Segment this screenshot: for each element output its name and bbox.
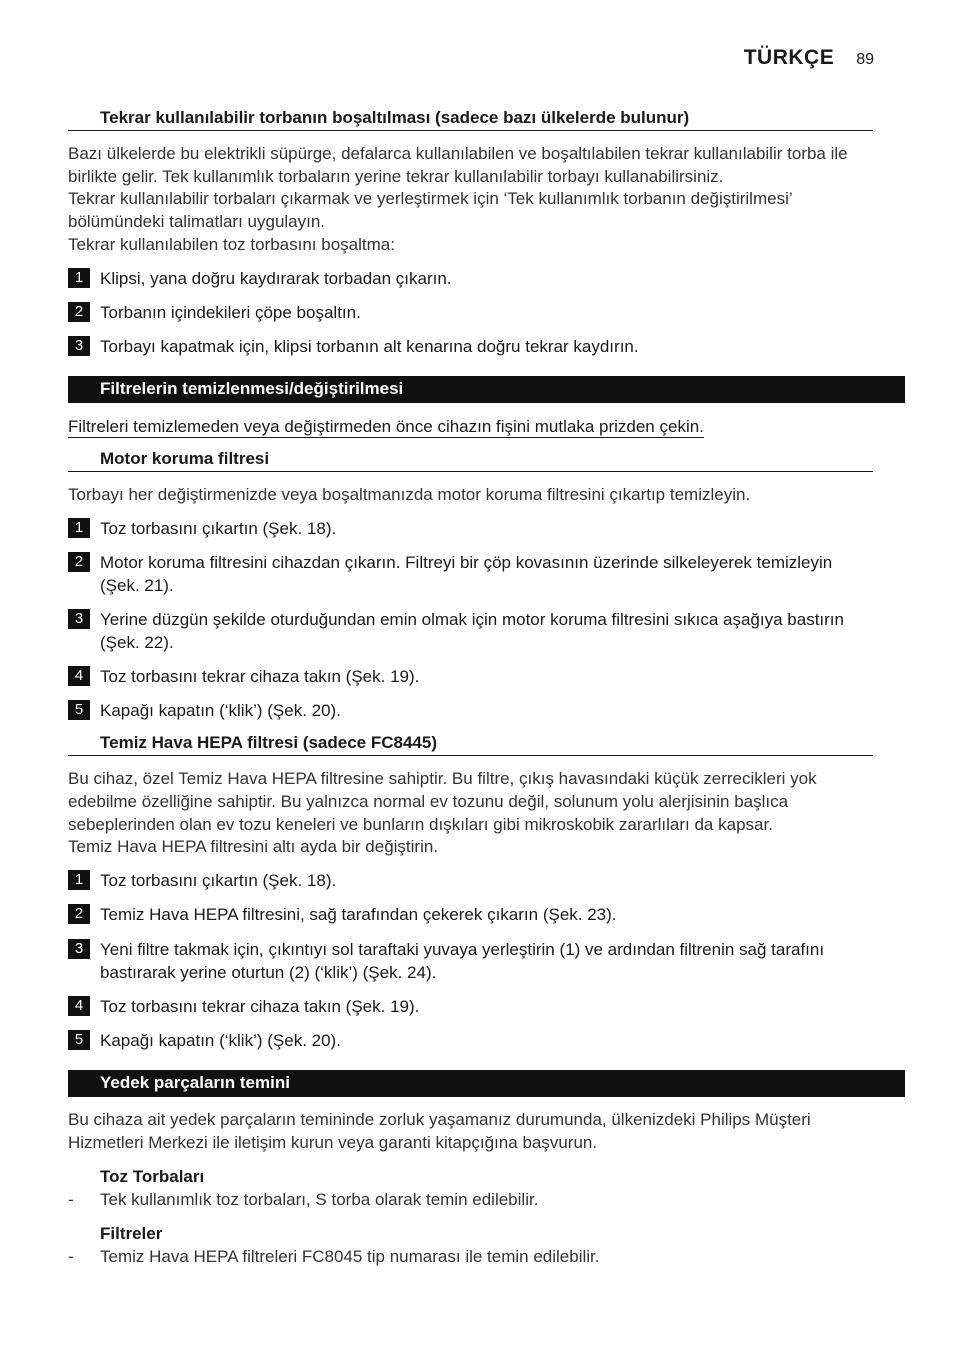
- subheading-filters: Filtreler: [100, 1224, 163, 1243]
- page-header: [744, 46, 874, 71]
- paragraph: Torbayı her değiştirmenizde veya boşaltmanızda motor koruma filtresini çıkartıp temizleyin.: [68, 485, 751, 504]
- subsection-motor-filter: [68, 448, 873, 472]
- step-item: [68, 551, 873, 597]
- step-number: 5: [68, 1030, 90, 1050]
- step-number: 5: [68, 700, 90, 720]
- step-number: 1: [68, 268, 90, 288]
- step-number: 1: [68, 870, 90, 890]
- section-bar-filters: Filtrelerin temizlenmesi/değiştirilmesi: [68, 376, 905, 403]
- bullet-dash: -: [68, 1190, 74, 1209]
- step-item: [68, 938, 873, 984]
- section-title: Tekrar kullanılabilir torbanın boşaltılması (sadece bazı ülkelerde bulunur): [68, 107, 873, 131]
- step-item: [68, 1029, 873, 1052]
- step-item: [68, 995, 873, 1018]
- subheading-dust-bags: Toz Torbaları: [100, 1167, 205, 1186]
- subsection-title: Motor koruma filtresi: [68, 448, 873, 472]
- paragraph: Bu cihaza ait yedek parçaların temininde zorluk yaşamanız durumunda, ülkenizdeki Philips Müşteri Hizmetleri Merkezi ile iletişim kurun veya garanti kitapçığına başvurun.: [68, 1110, 811, 1152]
- step-text: Yerine düzgün şekilde oturduğundan emin olmak için motor koruma filtresini sıkıca aşağıya bastırın (Şek. 22).: [100, 610, 844, 652]
- warning-label: Filtreleri temizlemeden veya değiştirmeden önce cihazın fişini mutlaka prizden çekin.: [68, 417, 704, 436]
- step-number: 4: [68, 666, 90, 686]
- step-item: [68, 869, 873, 892]
- step-number: 1: [68, 518, 90, 538]
- paragraph: Bu cihaz, özel Temiz Hava HEPA filtresine sahiptir. Bu filtre, çıkış havasındaki küçük zerrecikleri yok edebilme özelliğine sahiptir. Bu yalnızca normal ev tozunu değil, solunum yolu alerjisinin başlıca sebeplerinden olan ev tozu keneleri ve bunların dışkıları gibi mikroskobik zararlıları da kapsar.: [68, 769, 817, 834]
- subsection-title: Temiz Hava HEPA filtresi (sadece FC8445): [68, 732, 873, 756]
- paragraph: Bazı ülkelerde bu elektrikli süpürge, defalarca kullanılabilen ve boşaltılabilen tekrar kullanılabilir torba ile birlikte gelir. Tek kullanımlık torbaların yerine tekrar kullanılabilir torbayı kullanabilirsiniz.: [68, 144, 848, 186]
- step-text: Klipsi, yana doğru kaydırarak torbadan çıkarın.: [100, 269, 452, 288]
- step-number: 3: [68, 336, 90, 356]
- section-reusable-bag: [68, 107, 873, 131]
- list-item-text: Temiz Hava HEPA filtreleri FC8045 tip numarası ile temin edilebilir.: [100, 1247, 600, 1266]
- paragraph: Tekrar kullanılabilir torbaları çıkarmak ve yerleştirmek için ‘Tek kullanımlık torbanın değiştirilmesi’ bölümündeki talimatları uygulayın.: [68, 189, 792, 231]
- step-text: Toz torbasını çıkartın (Şek. 18).: [100, 871, 337, 890]
- list-item-text: Tek kullanımlık toz torbaları, S torba olarak temin edilebilir.: [100, 1190, 539, 1209]
- step-text: Toz torbasını tekrar cihaza takın (Şek. 19).: [100, 667, 420, 686]
- step-number: 4: [68, 996, 90, 1016]
- step-text: Torbayı kapatmak için, klipsi torbanın alt kenarına doğru tekrar kaydırın.: [100, 337, 639, 356]
- step-item: [68, 335, 873, 358]
- language-label: TÜRKÇE: [743, 46, 835, 69]
- step-item: [68, 517, 873, 540]
- paragraph: Tekrar kullanılabilen toz torbasını boşaltma:: [68, 235, 395, 254]
- section-bar-spare-parts: Yedek parçaların temini: [68, 1070, 905, 1097]
- step-text: Toz torbasını tekrar cihaza takın (Şek. 19).: [100, 997, 420, 1016]
- step-number: 2: [68, 302, 90, 322]
- step-item: [68, 665, 873, 688]
- step-number: 2: [68, 904, 90, 924]
- page-number: 89: [856, 51, 874, 68]
- step-text: Toz torbasını çıkartın (Şek. 18).: [100, 519, 337, 538]
- bullet-dash: -: [68, 1247, 74, 1266]
- step-text: Yeni filtre takmak için, çıkıntıyı sol taraftaki yuvaya yerleştirin (1) ve ardından filtrenin sağ tarafını bastırarak yerine oturtun (2) (‘klik’) (Şek. 24).: [100, 940, 825, 982]
- list-item: [68, 1245, 873, 1268]
- step-number: 3: [68, 609, 90, 629]
- step-text: Motor koruma filtresini cihazdan çıkarın. Filtreyi bir çöp kovasının üzerinde silkeleyerek temizleyin (Şek. 21).: [100, 553, 833, 595]
- step-text: Kapağı kapatın (‘klik’) (Şek. 20).: [100, 701, 341, 720]
- step-text: Kapağı kapatın (‘klik’) (Şek. 20).: [100, 1031, 341, 1050]
- step-item: [68, 301, 873, 324]
- step-number: 2: [68, 552, 90, 572]
- step-number: 3: [68, 939, 90, 959]
- step-item: [68, 608, 873, 654]
- warning-text: [68, 415, 873, 438]
- step-item: [68, 267, 873, 290]
- step-item: [68, 903, 873, 926]
- list-item: [68, 1188, 873, 1211]
- step-item: [68, 699, 873, 722]
- paragraph: Temiz Hava HEPA filtresini altı ayda bir değiştirin.: [68, 837, 439, 856]
- step-text: Torbanın içindekileri çöpe boşaltın.: [100, 303, 361, 322]
- subsection-hepa-filter: [68, 732, 873, 756]
- step-text: Temiz Hava HEPA filtresini, sağ tarafından çekerek çıkarın (Şek. 23).: [100, 905, 617, 924]
